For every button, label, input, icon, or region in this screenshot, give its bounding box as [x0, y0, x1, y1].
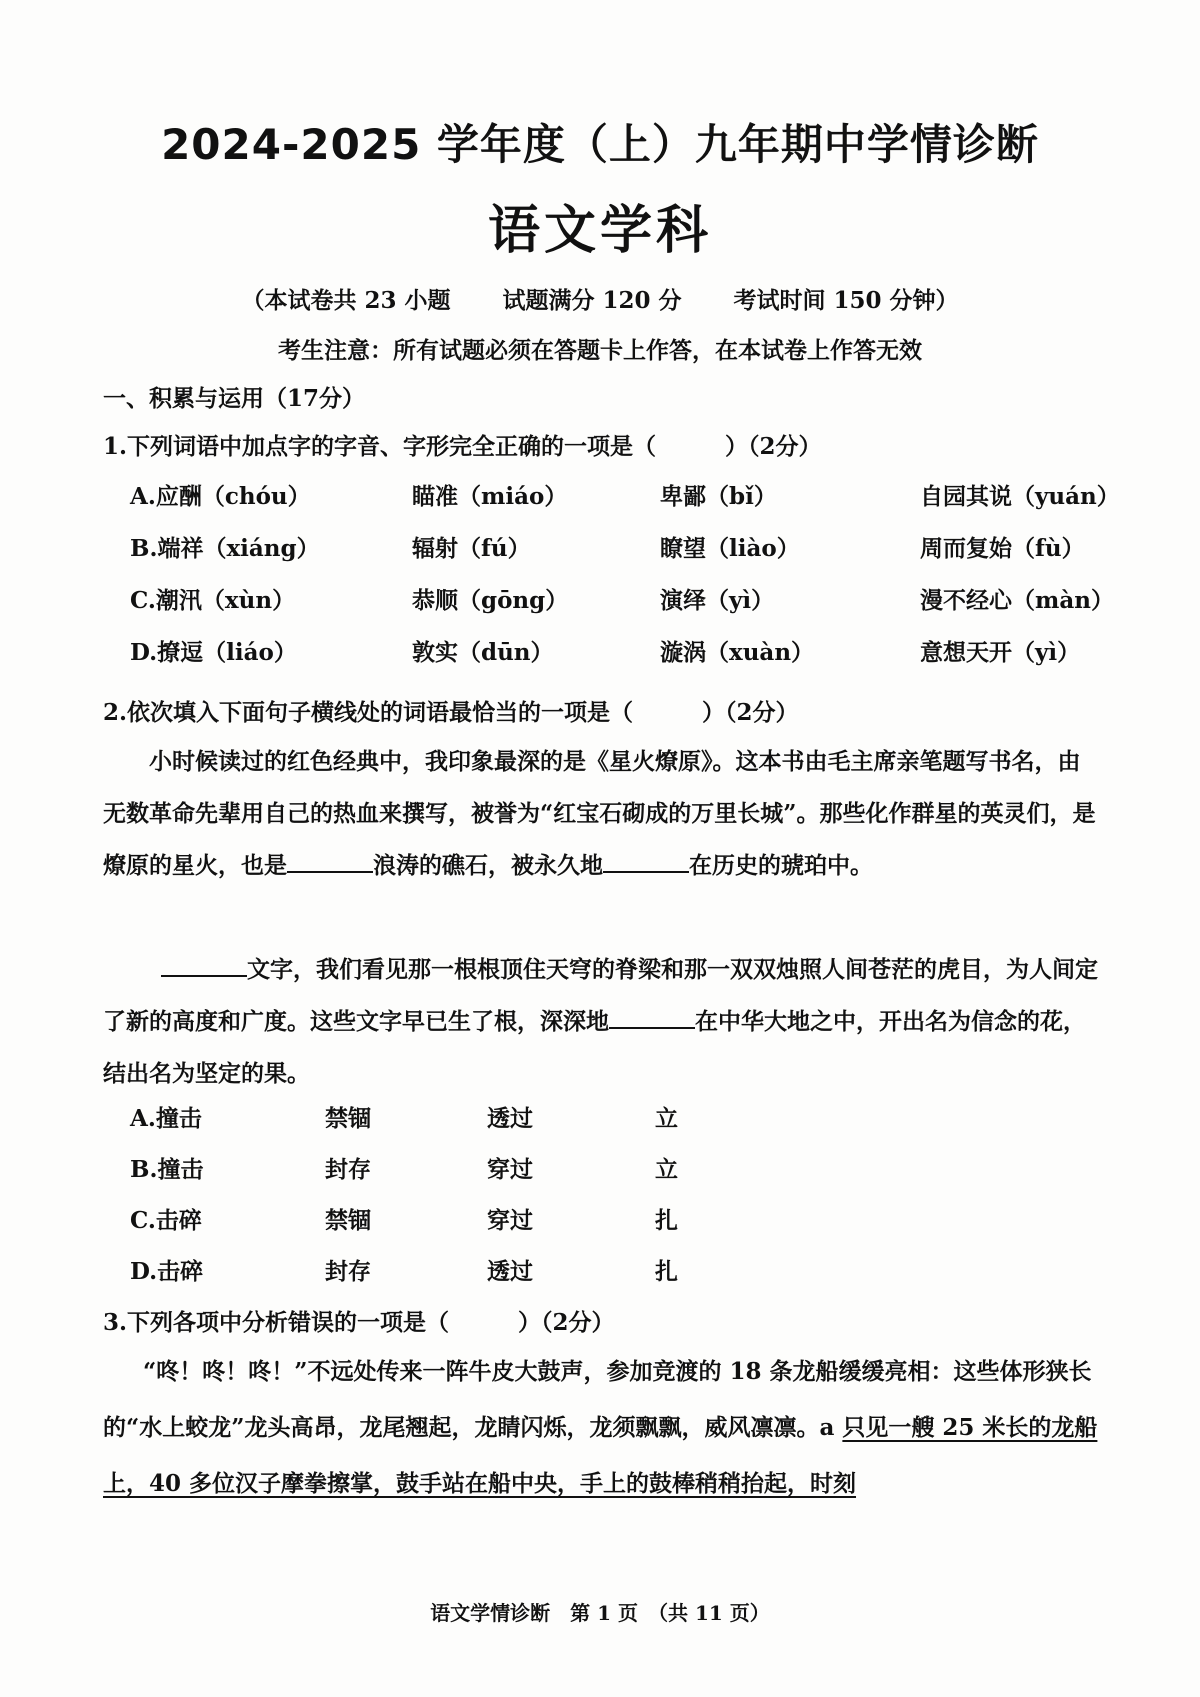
- question-count: （本试卷共 23 小题: [241, 287, 451, 314]
- section-title: 一、积累与运用（17分）: [103, 385, 366, 412]
- option-cell: 透过: [487, 1105, 533, 1132]
- option-cell: C.潮汛（xùn）: [130, 587, 296, 614]
- option-cell: 敦实（dūn）: [412, 639, 554, 666]
- exam-info: [0, 282, 1200, 315]
- question-2-passage-2: [103, 944, 1103, 1100]
- option-cell: 封存: [325, 1258, 371, 1285]
- option-cell: B.端祥（xiáng）: [130, 535, 320, 562]
- option-cell: 意想天开（yì）: [920, 639, 1081, 666]
- option-cell: 立: [655, 1105, 678, 1132]
- option-cell: 扎: [655, 1258, 678, 1285]
- option-cell: 辐射（fú）: [412, 535, 531, 562]
- passage-text: 浪涛的礁石，被永久地: [373, 852, 603, 879]
- page-footer: 语文学情诊断 第 1 页 （共 11 页）: [430, 1601, 770, 1625]
- question-1-stem: 1.下列词语中加点字的字音、字形完全正确的一项是（ ）（2分）: [103, 433, 822, 460]
- question-2-stem: 2.依次填入下面句子横线处的词语最恰当的一项是（ ）（2分）: [103, 699, 799, 726]
- option-cell: 自园其说（yuán）: [920, 483, 1120, 510]
- fill-blank: [603, 849, 689, 873]
- option-cell: 瞭望（liào）: [660, 535, 800, 562]
- option-cell: C.击碎: [130, 1207, 202, 1234]
- option-cell: A.撞击: [130, 1105, 202, 1132]
- option-cell: 穿过: [487, 1156, 533, 1183]
- exam-title: 2024-2025 学年度（上）九年期中学情诊断: [161, 120, 1039, 169]
- fill-blank: [609, 1005, 695, 1029]
- passage-text: 在中华大地之中，开出名为信念的花，结出名为坚定的果。: [103, 1008, 1086, 1087]
- option-cell: 禁锢: [325, 1105, 371, 1132]
- option-cell: 漫不经心（màn）: [920, 587, 1114, 614]
- option-cell: 瞄准（miáo）: [412, 483, 568, 510]
- option-cell: D.击碎: [130, 1258, 204, 1285]
- option-cell: 漩涡（xuàn）: [660, 639, 815, 666]
- subject-title: 语文学科: [487, 201, 712, 261]
- option-cell: 演绎（yì）: [660, 587, 775, 614]
- passage-text: “咚！咚！咚！”不远处传来一阵牛皮大鼓声，参加竞渡的 18 条龙船缓缓亮相：这些体形狭长的“水上蛟龙”龙头高昂，龙尾翘起，龙睛闪烁，龙须飘飘，威风凛凛。a: [103, 1358, 1092, 1441]
- option-cell: D.撩逗（liáo）: [130, 639, 297, 666]
- option-cell: 立: [655, 1156, 678, 1183]
- exam-time: 考试时间 150 分钟）: [733, 287, 959, 314]
- option-cell: 扎: [655, 1207, 678, 1234]
- candidate-notice: 考生注意：所有试题必须在答题卡上作答，在本试卷上作答无效: [278, 337, 922, 364]
- passage-text: 文字，我们看见那一根根顶住天穹的脊梁和那一双双烛照人间苍茫的虎目，为人间定了新的高度和广度。这些文字早已生了根，深深地: [103, 956, 1098, 1035]
- question-3-passage: [103, 1344, 1103, 1512]
- option-cell: 恭顺（gōng）: [412, 587, 569, 614]
- fill-blank: [161, 953, 247, 977]
- full-score: 试题满分 120 分: [502, 287, 682, 314]
- option-cell: A.应酬（chóu）: [130, 483, 311, 510]
- passage-text: 在历史的琥珀中。: [689, 852, 873, 879]
- option-cell: 透过: [487, 1258, 533, 1285]
- option-cell: B.撞击: [130, 1156, 204, 1183]
- option-cell: 周而复始（fù）: [920, 535, 1085, 562]
- option-cell: 卑鄙（bǐ）: [660, 483, 777, 510]
- underlined-sentence-a: 只见一艘 25 米长的龙船上，40 多位汉子摩拳擦掌，鼓手站在船中央，手上的鼓棒稍稍抬起，时刻: [103, 1414, 1098, 1497]
- fill-blank: [287, 849, 373, 873]
- passage-text: 小时候读过的红色经典中，我印象最深的是《星火燎原》。这本书由毛主席亲笔题写书名，由无数革命先辈用自己的热血来撰写，被誉为“红宝石砌成的万里长城”。那些化作群星的英灵们，是燎原的星火，也是: [103, 748, 1096, 879]
- option-cell: 禁锢: [325, 1207, 371, 1234]
- option-cell: 封存: [325, 1156, 371, 1183]
- question-2-passage-1: [103, 736, 1103, 892]
- option-cell: 穿过: [487, 1207, 533, 1234]
- question-3-stem: 3.下列各项中分析错误的一项是（ ）（2分）: [103, 1309, 615, 1336]
